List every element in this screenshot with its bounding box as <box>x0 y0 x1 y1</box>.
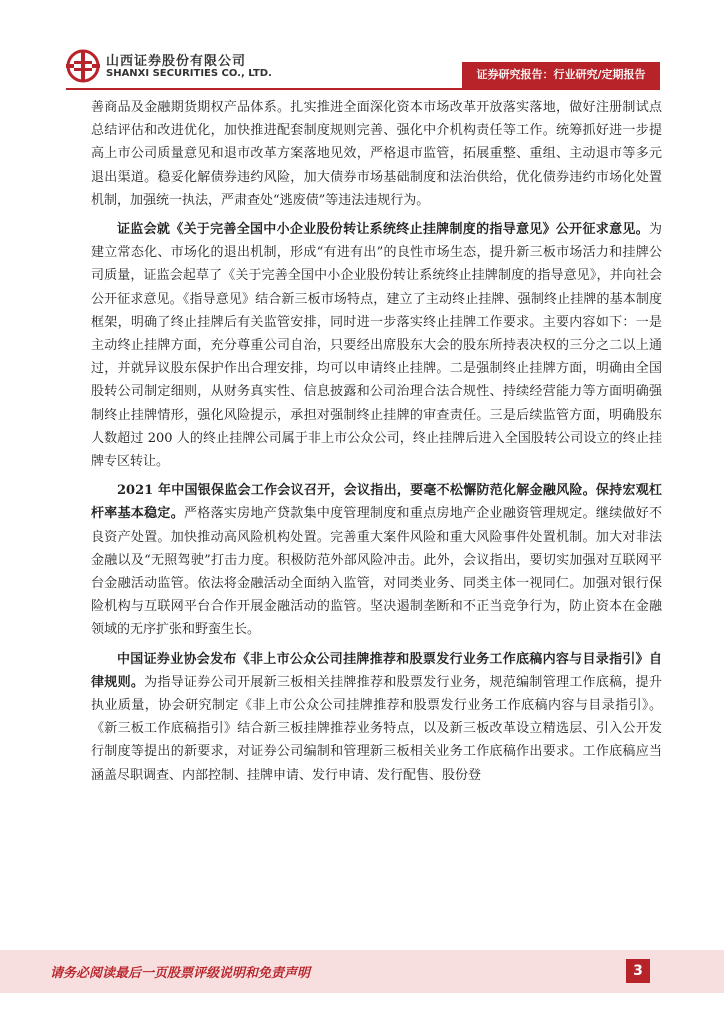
disclaimer-notice: 请务必阅读最后一页股票评级说明和免责声明 <box>50 966 311 981</box>
company-name-cn: 山西证券股份有限公司 <box>106 54 247 69</box>
paragraph-body: 善商品及金融期货期权产品体系。扎实推进全面深化资本市场改革开放落实落地，做好注册制试点总结评估和改进优化，加快推进配套制度规则完善、强化中介机构责任等工作。统筹抓好进一步提高上市公司质量意见和退市改革方案落地见效，严格退市监管，拓展重整、重组、主动退市等多元退出渠道。稳妥化解债券违约风险，加大债券市场基础制度和法治供给，优化债券违约市场化处置机制，加强统一执法，严肃查处“逃废债”等违法违规行为。 <box>91 100 662 208</box>
paragraph-body: 为指导证券公司开展新三板相关挂牌推荐和股票发行业务，规范编制管理工作底稿，提升执业质量，协会研究制定《非上市公众公司挂牌推荐和股票发行业务工作底稿内容与目录指引》。《新三板工作底稿指引》结合新三板挂牌推荐业务特点，以及新三板改革设立精选层、引入公开发行制度等提出的新要求，对证券公司编制和管理新三板相关业务工作底稿作出要求。工作底稿应当涵盖尽职调查、内部控制、挂牌申请、发行申请、发行配售、股份登 <box>91 674 662 783</box>
page-footer <box>0 950 724 993</box>
paragraph-body: 为建立常态化、市场化的退出机制，形成“有进有出”的良性市场生态，提升新三板市场活力和挂牌公司质量，证监会起草了《关于完善全国中小企业股份转让系统终止挂牌制度的指导意见》，并向社会公开征求意见。《指导意见》结合新三板市场特点，建立了主动终止挂牌、强制终止挂牌的基本制度框架，明确了终止挂牌后有关监管安排，同时进一步落实终止挂牌工作要求。主要内容如下：一是主动终止挂牌方面，充分尊重公司自治，只要经出席股东大会的股东所持表决权的三分之二以上通过，并就异议股东保护作出合理安排，均可以申请终止挂牌。二是强制终止挂牌方面，明确由全国股转公司制定细则，从财务真实性、信息披露和公司治理合法合规性、持续经营能力等方面明确强制终止挂牌情形，强化风险提示，承担对强制终止挂牌的审查责任。三是后续监管方面，明确股东人数超过 200 人的终止挂牌公司属于非上市公众公司，终止挂牌后进入全国股转公司设立的终止挂牌专区转让。 <box>91 222 662 470</box>
report-type-band <box>462 62 660 88</box>
report-type-label: 证券研究报告：行业研究/定期报告 <box>476 68 646 81</box>
paragraph-3 <box>91 479 662 641</box>
paragraph-lead: 2021 年中国银保监会工作会议召开，会议指出，要毫不松懈防范化解金融风险。保持宏观杠杆率基本稳定。 <box>91 483 662 522</box>
page-header <box>0 0 724 92</box>
paragraph-body: 严格落实房地产贷款集中度管理制度和重点房地产企业融资管理规定。继续做好不良资产处置。加快推动高风险机构处置。完善重大案件风险和重大风险事件处置机制。加大对非法金融以及“无照驾驶”打击力度。积极防范外部风险冲击。此外，会议指出，要切实加强对互联网平台金融活动监管。依法将金融活动全面纳入监管，对同类业务、同类主体一视同仁。加强对银行保险机构与互联网平台合作开展金融活动的监管。坚决遏制垄断和不正当竞争行为，防止资本在金融领域的无序扩张和野蛮生长。 <box>91 506 662 638</box>
report-body <box>91 96 662 793</box>
paragraph-4 <box>91 648 662 787</box>
shanxi-securities-logo-icon <box>66 49 100 83</box>
paragraph-lead: 中国证券业协会发布《非上市公众公司挂牌推荐和股票发行业务工作底稿内容与目录指引》自律规则。 <box>91 651 662 690</box>
paragraph-1 <box>91 96 662 212</box>
paragraph-2 <box>91 218 662 473</box>
header-divider <box>66 88 660 90</box>
paragraph-lead: 证监会就《关于完善全国中小企业股份转让系统终止挂牌制度的指导意见》公开征求意见。 <box>117 222 649 238</box>
page-number: 3 <box>626 959 650 983</box>
company-name-en: SHANXI SECURITIES CO., LTD. <box>106 68 272 79</box>
